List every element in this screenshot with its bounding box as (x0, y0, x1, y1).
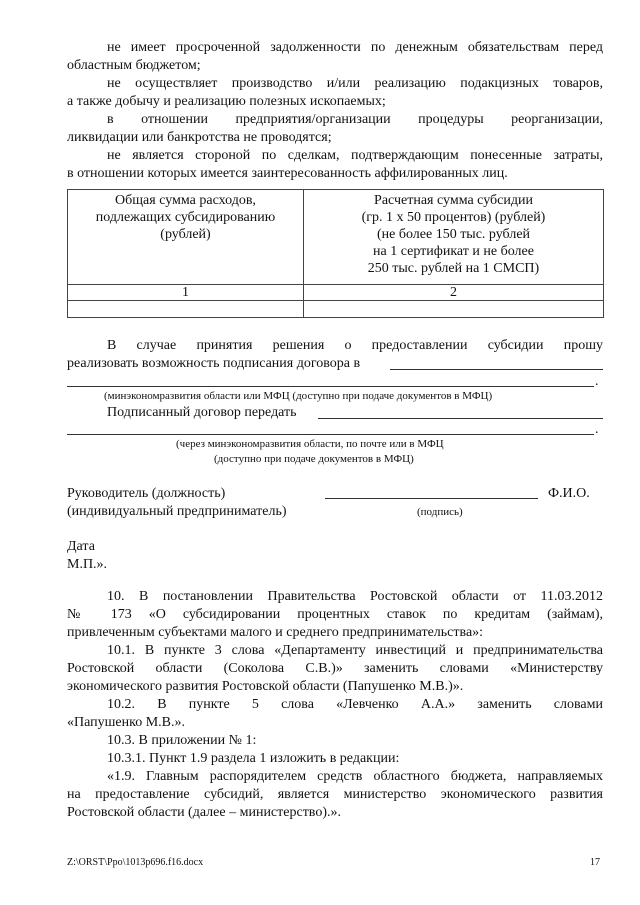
header-subsidy-line-2: (гр. 1 х 50 процентов) (рублей) (361, 210, 546, 225)
intro-line-6: ликвидации или банкротства не проводятся; (67, 130, 332, 145)
intro-line-8: в отношении которых имеется заинтересованность аффилированных лиц. (67, 166, 508, 181)
table-col-number-1: 1 (68, 285, 304, 301)
intro-line-2: областным бюджетом; (67, 58, 201, 73)
header-subsidy-line-1: Расчетная сумма субсидии (374, 193, 533, 208)
transfer-blank-2 (67, 434, 594, 435)
header-subsidy-line-4: на 1 сертификат и не более (373, 244, 534, 259)
footer-page-number: 17 (590, 857, 600, 868)
amend-10-line-2: № 173 «О субсидировании процентных ставок по кредитам (займам), (67, 607, 603, 622)
table-col-number-2: 2 (304, 285, 604, 301)
header-subsidy-line-5: 250 тыс. рублей на 1 СМСП) (367, 261, 540, 276)
amend-quote-line-3: Ростовской области (далее – министерство).». (67, 805, 341, 820)
transfer-blank (318, 418, 603, 419)
table-cell-empty-1 (68, 301, 304, 318)
amend-10-2-line-1: 10.2. В пункте 5 слова «Левченко А.А.» заменить словами (107, 697, 603, 712)
amend-10-line-1: 10. В постановлении Правительства Ростовской области от 11.03.2012 (107, 589, 603, 604)
amend-10-1-line-3: экономического развития Ростовской области (Папушенко М.В.)». (67, 679, 464, 694)
table-header-cell-subsidy (304, 190, 604, 285)
amend-quote-line-2: на предоставление субсидий, является министерство экономического развития (67, 787, 603, 802)
contract-line-2: реализовать возможность подписания договора в (67, 356, 361, 371)
signature-mp: М.П.». (67, 557, 108, 572)
amend-10-1-line-1: 10.1. В пункте 3 слова «Департаменту инвестиций и предпринимательства (107, 643, 603, 658)
signature-blank (325, 498, 538, 499)
header-total-line-3: (рублей) (160, 227, 211, 242)
contract-line-1: В случае принятия решения о предоставлении субсидии прошу (107, 338, 603, 353)
intro-line-7: не является стороной по сделкам, подтверждающим понесенные затраты, (107, 148, 603, 163)
signature-head-line-1: Руководитель (должность) (67, 486, 226, 501)
signature-fio: Ф.И.О. (548, 486, 590, 501)
contract-note-2-line-1: (через минэкономразвития области, по почте или в МФЦ (176, 438, 444, 450)
contract-note-2-line-2: (доступно при подаче документов в МФЦ) (214, 453, 414, 465)
signature-head-line-2: (индивидуальный предприниматель) (67, 504, 287, 519)
signature-date: Дата (67, 539, 95, 554)
amend-10-3: 10.3. В приложении № 1: (107, 733, 257, 748)
intro-line-5: в отношении предприятия/организации процедуры реорганизации, (107, 112, 603, 127)
contract-note-1: (минэкономразвития области или МФЦ (доступно при подаче документов в МФЦ) (104, 390, 493, 402)
contract-dot-2: . (595, 422, 599, 437)
amend-10-2-line-2: «Папушенко М.В.». (67, 715, 185, 730)
amend-10-line-3: привлеченным субъектами малого и среднего предпринимательства»: (67, 625, 484, 640)
table-header-cell-total (68, 190, 304, 285)
contract-line-3: Подписанный договор передать (107, 405, 297, 420)
amend-quote-line-1: «1.9. Главным распорядителем средств областного бюджета, направляемых (107, 769, 603, 784)
header-subsidy-line-3: (не более 150 тыс. рублей (376, 227, 531, 242)
table-header-row (68, 190, 604, 285)
table-cell-empty-2 (304, 301, 604, 318)
contract-dot-1: . (595, 374, 599, 389)
amend-10-1-line-2: Ростовской области (Соколова С.В.)» заменить словами «Министерству (67, 661, 603, 676)
intro-line-3: не осуществляет производство и/или реализацию подакцизных товаров, (107, 76, 603, 91)
table-number-row (68, 285, 604, 301)
contract-place-blank (390, 369, 603, 370)
header-total-line-2: подлежащих субсидированию (95, 210, 276, 225)
intro-line-4: а также добычу и реализацию полезных ископаемых; (67, 94, 386, 109)
intro-line-1: не имеет просроченной задолженности по денежным обязательствам перед (107, 40, 603, 55)
table-row (68, 301, 604, 318)
footer-file-path: Z:\ORST\Ppo\1013p696.f16.docx (67, 857, 204, 868)
contract-place-blank-2 (67, 386, 594, 387)
amend-10-3-1: 10.3.1. Пункт 1.9 раздела 1 изложить в редакции: (107, 751, 400, 766)
header-total-line-1: Общая сумма расходов, (115, 193, 256, 208)
signature-label: (подпись) (417, 506, 463, 518)
subsidy-table (67, 189, 604, 318)
